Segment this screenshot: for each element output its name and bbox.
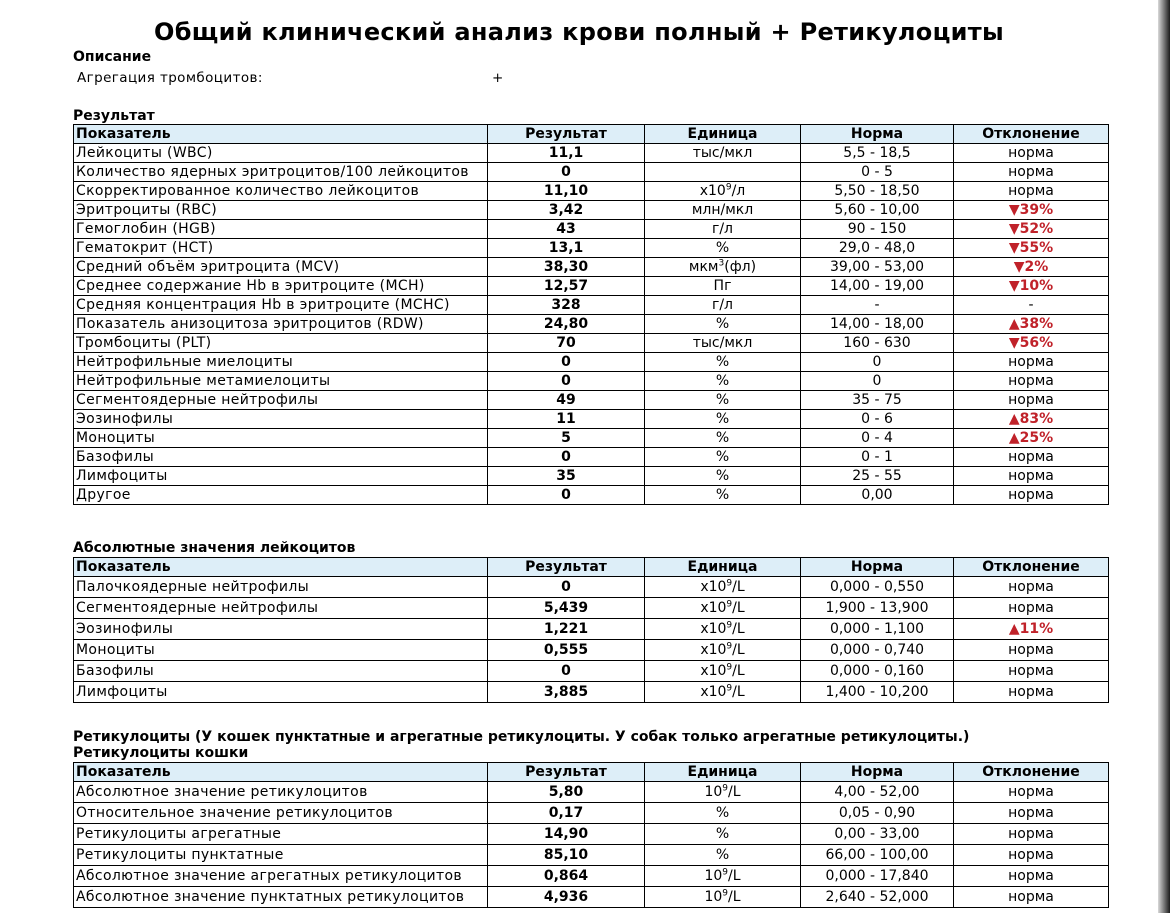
deviation-cell: норма: [954, 782, 1109, 803]
col-header-deviation: Отклонение: [954, 125, 1109, 144]
unit-cell: %: [645, 410, 801, 429]
results-table: [73, 124, 1109, 505]
deviation-cell: норма: [954, 640, 1109, 661]
unit-cell: $10^9/L$: [645, 887, 801, 908]
deviation-cell: норма: [954, 372, 1109, 391]
indicator-cell: Сегментоядерные нейтрофилы: [74, 598, 488, 619]
result-cell: 24,80: [488, 315, 645, 334]
norm-cell: 0,000 - 0,740: [801, 640, 954, 661]
result-cell: 3,885: [488, 682, 645, 703]
table-row: [74, 803, 1109, 824]
deviation-cell: норма: [954, 577, 1109, 598]
results-table-header: [74, 125, 1109, 144]
indicator-cell: Эритроциты (RBC): [74, 201, 488, 220]
report-title: Общий клинический анализ крови полный + Ретикулоциты: [154, 18, 1004, 46]
result-cell: 85,10: [488, 845, 645, 866]
indicator-cell: Нейтрофильные миелоциты: [74, 353, 488, 372]
unit-cell: %: [645, 372, 801, 391]
result-cell: 0: [488, 163, 645, 182]
table-row: [74, 619, 1109, 640]
deviation-cell: ▼56%: [954, 334, 1109, 353]
indicator-cell: Абсолютное значение агрегатных ретикулоцитов: [74, 866, 488, 887]
result-cell: 5,80: [488, 782, 645, 803]
description-header: Описание: [73, 49, 152, 65]
col-header-unit: Единица: [645, 558, 801, 577]
deviation-cell: норма: [954, 163, 1109, 182]
unit-cell: %: [645, 824, 801, 845]
indicator-cell: Нейтрофильные метамиелоциты: [74, 372, 488, 391]
norm-cell: 66,00 - 100,00: [801, 845, 954, 866]
table-row: [74, 296, 1109, 315]
unit-cell: %: [645, 467, 801, 486]
col-header-result: Результат: [488, 558, 645, 577]
result-cell: 328: [488, 296, 645, 315]
deviation-cell: -: [954, 296, 1109, 315]
indicator-cell: Среднее содержание Hb в эритроците (MCH): [74, 277, 488, 296]
table-row: [74, 334, 1109, 353]
reticulocytes-header: Ретикулоциты (У кошек пунктатные и агрегатные ретикулоциты. У собак только агрегатные ретикулоциты.): [73, 729, 970, 745]
result-cell: 49: [488, 391, 645, 410]
table-row: [74, 845, 1109, 866]
result-cell: 1,221: [488, 619, 645, 640]
result-cell: 4,936: [488, 887, 645, 908]
deviation-cell: ▲11%: [954, 619, 1109, 640]
norm-cell: 160 - 630: [801, 334, 954, 353]
table-row: [74, 372, 1109, 391]
unit-cell: $x10^9/L$: [645, 640, 801, 661]
indicator-cell: Абсолютное значение пунктатных ретикулоцитов: [74, 887, 488, 908]
result-cell: 0: [488, 661, 645, 682]
table-row: [74, 410, 1109, 429]
result-cell: 0: [488, 486, 645, 505]
norm-cell: 2,640 - 52,000: [801, 887, 954, 908]
norm-cell: -: [801, 296, 954, 315]
unit-cell: $x10^9/L$: [645, 619, 801, 640]
col-header-indicator: Показатель: [74, 763, 488, 782]
unit-cell: %: [645, 448, 801, 467]
indicator-cell: Эозинофилы: [74, 619, 488, 640]
unit-cell: %: [645, 845, 801, 866]
norm-cell: 1,400 - 10,200: [801, 682, 954, 703]
indicator-cell: Палочкоядерные нейтрофилы: [74, 577, 488, 598]
table-row: [74, 448, 1109, 467]
unit-cell: $x10^9/L$: [645, 682, 801, 703]
indicator-cell: Другое: [74, 486, 488, 505]
unit-cell: $x10^9/L$: [645, 598, 801, 619]
table-row: [74, 182, 1109, 201]
platelet-aggregation-label: Агрегация тромбоцитов:: [77, 70, 263, 86]
norm-cell: 35 - 75: [801, 391, 954, 410]
deviation-cell: норма: [954, 845, 1109, 866]
col-header-unit: Единица: [645, 763, 801, 782]
result-cell: 12,57: [488, 277, 645, 296]
deviation-cell: ▲25%: [954, 429, 1109, 448]
result-cell: 0: [488, 372, 645, 391]
deviation-cell: норма: [954, 182, 1109, 201]
results-header: Результат: [73, 108, 155, 124]
absolute-table-header: [74, 558, 1109, 577]
unit-cell: тыс/мкл: [645, 334, 801, 353]
norm-cell: 0,000 - 17,840: [801, 866, 954, 887]
deviation-cell: норма: [954, 353, 1109, 372]
indicator-cell: Гемоглобин (HGB): [74, 220, 488, 239]
absolute-table: [73, 557, 1109, 703]
table-row: [74, 429, 1109, 448]
deviation-cell: норма: [954, 486, 1109, 505]
norm-cell: 1,900 - 13,900: [801, 598, 954, 619]
result-cell: 11,1: [488, 144, 645, 163]
deviation-cell: норма: [954, 824, 1109, 845]
norm-cell: 0: [801, 353, 954, 372]
table-row: [74, 239, 1109, 258]
table-row: [74, 682, 1109, 703]
result-cell: 0: [488, 353, 645, 372]
result-cell: 0: [488, 577, 645, 598]
result-cell: 11,10: [488, 182, 645, 201]
indicator-cell: Базофилы: [74, 661, 488, 682]
reticulocytes-table-header: [74, 763, 1109, 782]
norm-cell: 0 - 6: [801, 410, 954, 429]
deviation-cell: норма: [954, 682, 1109, 703]
result-cell: 0,17: [488, 803, 645, 824]
col-header-indicator: Показатель: [74, 558, 488, 577]
indicator-cell: Лейкоциты (WBC): [74, 144, 488, 163]
norm-cell: 0,05 - 0,90: [801, 803, 954, 824]
norm-cell: 0,000 - 0,550: [801, 577, 954, 598]
deviation-cell: ▼10%: [954, 277, 1109, 296]
norm-cell: 14,00 - 19,00: [801, 277, 954, 296]
norm-cell: 0,00 - 33,00: [801, 824, 954, 845]
norm-cell: 0,000 - 1,100: [801, 619, 954, 640]
indicator-cell: Тромбоциты (PLT): [74, 334, 488, 353]
table-row: [74, 661, 1109, 682]
unit-cell: мкм$^3$(фл): [645, 258, 801, 277]
table-row: [74, 824, 1109, 845]
unit-cell: $x10^9/L$: [645, 577, 801, 598]
col-header-result: Результат: [488, 763, 645, 782]
table-row: [74, 163, 1109, 182]
unit-cell: [645, 163, 801, 182]
norm-cell: 25 - 55: [801, 467, 954, 486]
norm-cell: 0: [801, 372, 954, 391]
platelet-aggregation-value: +: [492, 70, 504, 86]
norm-cell: 29,0 - 48,0: [801, 239, 954, 258]
indicator-cell: Средний объём эритроцита (MCV): [74, 258, 488, 277]
unit-cell: %: [645, 429, 801, 448]
absolute-header: Абсолютные значения лейкоцитов: [73, 540, 356, 556]
viewer-edge: [1158, 0, 1170, 913]
deviation-cell: ▲83%: [954, 410, 1109, 429]
norm-cell: 0 - 1: [801, 448, 954, 467]
unit-cell: млн/мкл: [645, 201, 801, 220]
unit-cell: г/л: [645, 296, 801, 315]
result-cell: 35: [488, 467, 645, 486]
result-cell: 11: [488, 410, 645, 429]
norm-cell: 90 - 150: [801, 220, 954, 239]
col-header-unit: Единица: [645, 125, 801, 144]
indicator-cell: Лимфоциты: [74, 467, 488, 486]
reticulocytes-subheader: Ретикулоциты кошки: [73, 745, 249, 761]
unit-cell: $10^9/L$: [645, 866, 801, 887]
table-row: [74, 144, 1109, 163]
result-cell: 5: [488, 429, 645, 448]
unit-cell: %: [645, 486, 801, 505]
unit-cell: Пг: [645, 277, 801, 296]
norm-cell: 0 - 5: [801, 163, 954, 182]
deviation-cell: норма: [954, 803, 1109, 824]
indicator-cell: Гематокрит (HCT): [74, 239, 488, 258]
indicator-cell: Ретикулоциты пунктатные: [74, 845, 488, 866]
norm-cell: 5,50 - 18,50: [801, 182, 954, 201]
indicator-cell: Сегментоядерные нейтрофилы: [74, 391, 488, 410]
table-row: [74, 486, 1109, 505]
deviation-cell: норма: [954, 661, 1109, 682]
indicator-cell: Относительное значение ретикулоцитов: [74, 803, 488, 824]
table-row: [74, 866, 1109, 887]
deviation-cell: норма: [954, 598, 1109, 619]
norm-cell: 5,5 - 18,5: [801, 144, 954, 163]
deviation-cell: ▼39%: [954, 201, 1109, 220]
result-cell: 13,1: [488, 239, 645, 258]
result-cell: 0,864: [488, 866, 645, 887]
indicator-cell: Средняя концентрация Hb в эритроците (MCHC): [74, 296, 488, 315]
table-row: [74, 782, 1109, 803]
unit-cell: %: [645, 353, 801, 372]
unit-cell: %: [645, 803, 801, 824]
unit-cell: $10^9/L$: [645, 782, 801, 803]
norm-cell: 14,00 - 18,00: [801, 315, 954, 334]
indicator-cell: Показатель анизоцитоза эритроцитов (RDW): [74, 315, 488, 334]
table-row: [74, 277, 1109, 296]
col-header-norm: Норма: [801, 763, 954, 782]
norm-cell: 4,00 - 52,00: [801, 782, 954, 803]
unit-cell: %: [645, 391, 801, 410]
norm-cell: 0,00: [801, 486, 954, 505]
reticulocytes-table: [73, 762, 1109, 908]
norm-cell: 39,00 - 53,00: [801, 258, 954, 277]
table-row: [74, 391, 1109, 410]
col-header-indicator: Показатель: [74, 125, 488, 144]
table-row: [74, 220, 1109, 239]
table-row: [74, 201, 1109, 220]
result-cell: 43: [488, 220, 645, 239]
indicator-cell: Базофилы: [74, 448, 488, 467]
norm-cell: 0 - 4: [801, 429, 954, 448]
col-header-result: Результат: [488, 125, 645, 144]
result-cell: 0,555: [488, 640, 645, 661]
deviation-cell: норма: [954, 448, 1109, 467]
unit-cell: г/л: [645, 220, 801, 239]
col-header-deviation: Отклонение: [954, 558, 1109, 577]
table-row: [74, 577, 1109, 598]
unit-cell: %: [645, 239, 801, 258]
table-row: [74, 887, 1109, 908]
result-cell: 3,42: [488, 201, 645, 220]
deviation-cell: норма: [954, 866, 1109, 887]
table-row: [74, 315, 1109, 334]
table-row: [74, 640, 1109, 661]
table-row: [74, 598, 1109, 619]
result-cell: 0: [488, 448, 645, 467]
deviation-cell: норма: [954, 391, 1109, 410]
indicator-cell: Скорректированное количество лейкоцитов: [74, 182, 488, 201]
col-header-deviation: Отклонение: [954, 763, 1109, 782]
result-cell: 5,439: [488, 598, 645, 619]
indicator-cell: Моноциты: [74, 429, 488, 448]
result-cell: 70: [488, 334, 645, 353]
indicator-cell: Количество ядерных эритроцитов/100 лейкоцитов: [74, 163, 488, 182]
unit-cell: %: [645, 315, 801, 334]
indicator-cell: Эозинофилы: [74, 410, 488, 429]
table-row: [74, 258, 1109, 277]
deviation-cell: норма: [954, 144, 1109, 163]
indicator-cell: Лимфоциты: [74, 682, 488, 703]
col-header-norm: Норма: [801, 125, 954, 144]
unit-cell: $x10^9/л$: [645, 182, 801, 201]
col-header-norm: Норма: [801, 558, 954, 577]
deviation-cell: ▼52%: [954, 220, 1109, 239]
result-cell: 38,30: [488, 258, 645, 277]
norm-cell: 0,000 - 0,160: [801, 661, 954, 682]
indicator-cell: Абсолютное значение ретикулоцитов: [74, 782, 488, 803]
deviation-cell: ▲38%: [954, 315, 1109, 334]
indicator-cell: Ретикулоциты агрегатные: [74, 824, 488, 845]
unit-cell: $x10^9/L$: [645, 661, 801, 682]
unit-cell: тыс/мкл: [645, 144, 801, 163]
deviation-cell: ▼55%: [954, 239, 1109, 258]
table-row: [74, 467, 1109, 486]
result-cell: 14,90: [488, 824, 645, 845]
deviation-cell: норма: [954, 467, 1109, 486]
table-row: [74, 353, 1109, 372]
indicator-cell: Моноциты: [74, 640, 488, 661]
norm-cell: 5,60 - 10,00: [801, 201, 954, 220]
deviation-cell: ▼2%: [954, 258, 1109, 277]
deviation-cell: норма: [954, 887, 1109, 908]
